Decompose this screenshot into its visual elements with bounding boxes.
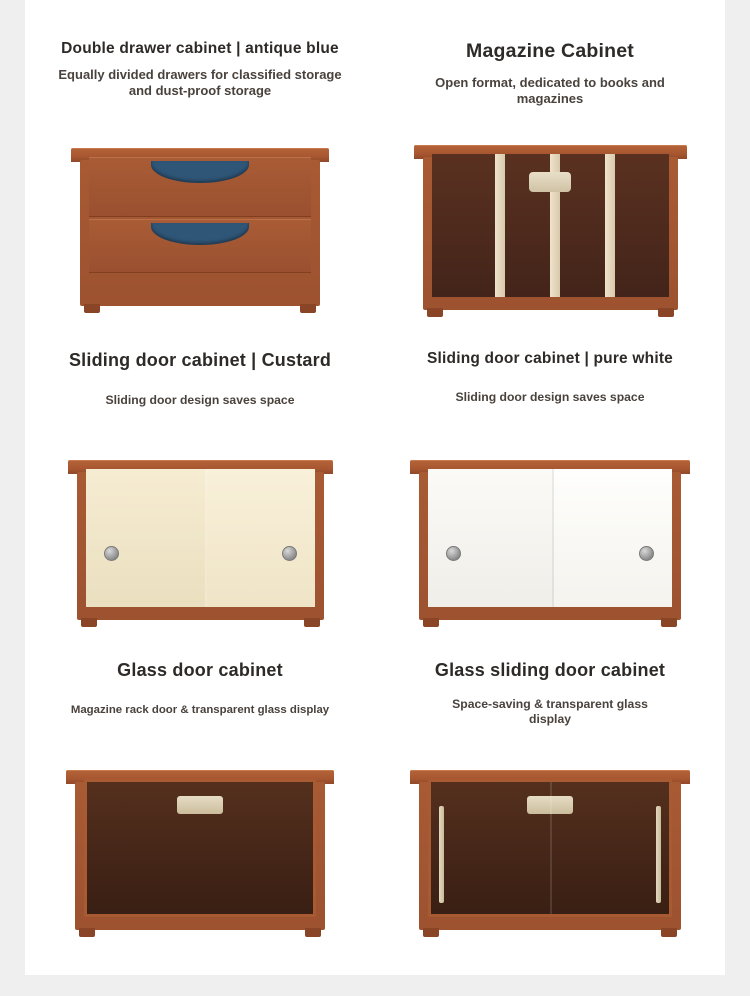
glass-door[interactable] bbox=[84, 779, 316, 917]
cabinet-handle bbox=[529, 172, 571, 192]
door-handle-right[interactable] bbox=[656, 806, 661, 904]
sliding-door-right[interactable] bbox=[552, 469, 672, 607]
product-subtitle: Open format, dedicated to books and magazines bbox=[435, 75, 665, 107]
product-sheet bbox=[25, 0, 725, 975]
cabinet-handle[interactable] bbox=[177, 796, 223, 814]
product-image-magazine-cabinet bbox=[375, 145, 725, 310]
cabinet-foot bbox=[300, 304, 316, 313]
product-image-glass-sliding-door-cabinet bbox=[375, 770, 725, 930]
product-grid bbox=[25, 40, 725, 970]
product-card-magazine-cabinet[interactable] bbox=[375, 40, 725, 350]
door-knob[interactable] bbox=[104, 546, 119, 561]
cabinet-drawers bbox=[89, 157, 311, 293]
cabinet-foot bbox=[423, 928, 439, 937]
sliding-door-right[interactable] bbox=[205, 469, 315, 607]
product-card-glass-door-cabinet[interactable] bbox=[25, 660, 375, 970]
cabinet-foot bbox=[423, 618, 439, 627]
product-subtitle: Sliding door design saves space bbox=[105, 393, 295, 407]
cabinet-foot bbox=[81, 618, 97, 627]
cabinet-open-interior bbox=[432, 154, 669, 297]
product-title: Glass sliding door cabinet bbox=[434, 660, 666, 680]
product-subtitle: Magazine rack door & transparent glass display bbox=[70, 704, 330, 716]
cabinet-doors bbox=[428, 469, 672, 607]
shelf-divider bbox=[605, 154, 615, 297]
drawer-upper bbox=[89, 157, 311, 217]
cabinet-foot bbox=[304, 618, 320, 627]
door-knob[interactable] bbox=[446, 546, 461, 561]
drawer-lower bbox=[89, 219, 311, 273]
product-subtitle: Space-saving & transparent glass display bbox=[452, 697, 648, 727]
door-knob[interactable] bbox=[639, 546, 654, 561]
product-subtitle: Sliding door design saves space bbox=[455, 390, 645, 404]
door-handle-left[interactable] bbox=[439, 806, 444, 904]
door-knob[interactable] bbox=[282, 546, 297, 561]
cabinet-foot bbox=[84, 304, 100, 313]
product-image-glass-door-cabinet bbox=[25, 770, 375, 930]
cabinet-foot bbox=[427, 308, 443, 317]
product-title: Glass door cabinet bbox=[117, 660, 283, 680]
product-title: Double drawer cabinet | antique blue bbox=[61, 40, 339, 57]
sliding-door-left[interactable] bbox=[428, 469, 552, 607]
door-seam bbox=[205, 469, 207, 607]
cabinet-foot bbox=[661, 928, 677, 937]
product-card-sliding-door-cabinet-pure-white[interactable] bbox=[375, 350, 725, 660]
product-title: Sliding door cabinet | Custard bbox=[68, 350, 332, 370]
product-image-double-drawer-cabinet bbox=[25, 148, 375, 306]
product-card-sliding-door-cabinet-custard[interactable] bbox=[25, 350, 375, 660]
product-title: Sliding door cabinet | pure white bbox=[426, 350, 674, 367]
cabinet-foot bbox=[661, 618, 677, 627]
product-image-sliding-door-cabinet-pure-white bbox=[375, 460, 725, 620]
cabinet-foot bbox=[305, 928, 321, 937]
product-title: Magazine Cabinet bbox=[466, 40, 634, 62]
door-seam bbox=[550, 782, 552, 914]
product-image-sliding-door-cabinet-custard bbox=[25, 460, 375, 620]
door-seam bbox=[552, 469, 554, 607]
product-card-double-drawer-cabinet[interactable] bbox=[25, 40, 375, 350]
shelf-divider bbox=[495, 154, 505, 297]
cabinet-doors bbox=[86, 469, 315, 607]
cabinet-foot bbox=[658, 308, 674, 317]
sliding-door-left[interactable] bbox=[86, 469, 205, 607]
cabinet-foot bbox=[79, 928, 95, 937]
glass-sliding-doors[interactable] bbox=[428, 779, 672, 917]
drawer-blue-inlay bbox=[151, 161, 249, 183]
product-card-glass-sliding-door-cabinet[interactable] bbox=[375, 660, 725, 970]
product-subtitle: Equally divided drawers for classified storage and dust-proof storage bbox=[58, 67, 342, 99]
drawer-blue-inlay bbox=[151, 223, 249, 245]
